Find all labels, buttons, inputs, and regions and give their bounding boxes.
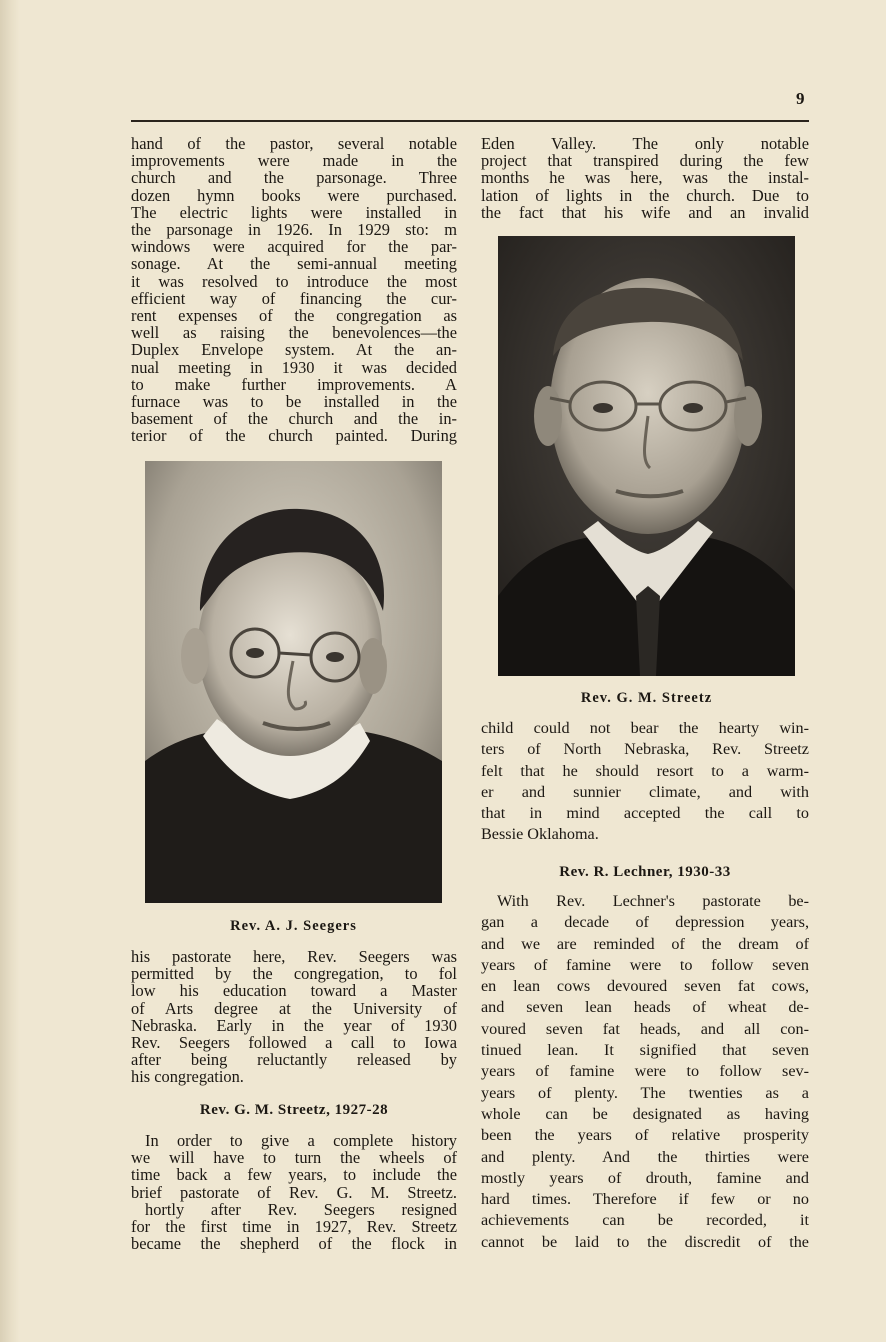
text-line: we will have to turn the wheels of <box>131 1148 457 1168</box>
text-line: felt that he should resort to a warm- <box>481 761 809 780</box>
text-line: cannot be laid to the discredit of the <box>481 1232 809 1251</box>
text-line: of Arts degree at the University of <box>131 998 457 1018</box>
streetz-portrait <box>498 236 795 676</box>
text-line: nual meeting in 1930 it was decided <box>131 357 457 377</box>
text-line: permitted by the congregation, to fol <box>131 964 457 984</box>
text-line: to make further improvements. A <box>131 374 457 394</box>
text-line: his congregation. <box>131 1067 244 1087</box>
page-number: 9 <box>796 89 805 108</box>
left-column-bottom-text <box>131 1132 457 1252</box>
seegers-portrait <box>145 461 442 903</box>
left-column-top-text <box>131 135 457 445</box>
text-line: hortly after Rev. Seegers resigned <box>145 1199 457 1219</box>
text-line: basement of the church and the in- <box>131 409 457 429</box>
text-line: church and the parsonage. Three <box>131 168 457 188</box>
text-line: Nebraska. Early in the year of 1930 <box>131 1015 457 1035</box>
text-line: tinued lean. It signified that seven <box>481 1041 809 1060</box>
portrait-photo-icon <box>498 236 795 676</box>
text-line: er and sunnier climate, and with <box>481 782 809 801</box>
section-heading-streetz: Rev. G. M. Streetz, 1927-28 <box>199 1102 389 1118</box>
portrait-photo-icon <box>145 461 442 903</box>
text-line: mostly years of drouth, famine and <box>481 1168 809 1187</box>
text-line: that in mind accepted the call to <box>481 804 809 823</box>
text-line: Bessie Oklahoma. <box>481 825 599 844</box>
text-line: The electric lights were installed in <box>131 202 457 222</box>
text-line: Duplex Envelope system. At the an- <box>131 340 457 360</box>
text-line: gan a decade of depression years, <box>481 913 809 932</box>
text-line: achievements can be recorded, it <box>481 1211 809 1230</box>
text-line: hard times. Therefore if few or no <box>481 1190 809 1209</box>
text-line: child could not bear the hearty win- <box>481 719 809 737</box>
text-line: became the shepherd of the flock in <box>131 1234 457 1254</box>
text-line: and we are reminded of the dream of <box>481 934 809 953</box>
left-column-middle-text <box>131 948 457 1086</box>
text-line: brief pastorate of Rev. G. M. Streetz. <box>131 1182 457 1202</box>
text-line: after being reluctantly released by <box>131 1050 457 1070</box>
text-line: hand of the pastor, several notable <box>131 134 457 153</box>
header-rule <box>131 120 809 122</box>
text-line: time back a few years, to include the <box>131 1165 457 1185</box>
text-line: terior of the church painted. During <box>131 426 457 446</box>
text-line: for the first time in 1927, Rev. Streetz <box>131 1217 457 1237</box>
text-line: improvements were made in the <box>131 151 457 171</box>
text-line: his pastorate here, Rev. Seegers was <box>131 947 457 966</box>
text-line: voured seven fat heads, and all con- <box>481 1019 809 1038</box>
text-line: dozen hymn books were purchased. <box>131 185 457 205</box>
section-heading-lechner: Rev. R. Lechner, 1930-33 <box>559 864 731 880</box>
text-line: efficient way of financing the cur- <box>131 288 457 308</box>
text-line: With Rev. Lechner's pastorate be- <box>497 892 809 910</box>
seegers-caption: Rev. A. J. Seegers <box>230 918 357 934</box>
text-line: well as raising the benevolences—the <box>131 323 457 343</box>
right-column-bottom-text <box>481 891 809 1253</box>
text-line: months he was here, was the instal- <box>481 168 809 188</box>
text-line: rent expenses of the congregation as <box>131 306 457 326</box>
text-line: the fact that his wife and an invalid <box>481 202 809 222</box>
text-line: low his education toward a Master <box>131 981 457 1001</box>
text-line: lation of lights in the church. Due to <box>481 185 809 205</box>
right-column-middle-text <box>481 718 809 846</box>
streetz-caption: Rev. G. M. Streetz <box>580 690 713 706</box>
text-line: sonage. At the semi-annual meeting <box>131 254 457 274</box>
right-column-top-text <box>481 135 809 221</box>
text-line: been the years of relative prosperity <box>481 1126 809 1145</box>
text-line: the parsonage in 1926. In 1929 sto: m <box>131 220 457 240</box>
text-line: years of famine were to follow sev- <box>481 1062 809 1081</box>
text-line: Eden Valley. The only notable <box>481 134 809 153</box>
text-line: furnace was to be installed in the <box>131 392 457 412</box>
text-line: and plenty. And the thirties were <box>481 1147 809 1166</box>
text-line: ters of North Nebraska, Rev. Streetz <box>481 740 809 759</box>
text-line: and seven lean heads of wheat de- <box>481 998 809 1017</box>
text-line: years of plenty. The twenties as a <box>481 1083 809 1102</box>
text-line: windows were acquired for the par- <box>131 237 457 257</box>
text-line: project that transpired during the few <box>481 151 809 171</box>
text-line: years of famine were to follow seven <box>481 955 809 974</box>
text-line: it was resolved to introduce the most <box>131 271 457 291</box>
page-edge <box>0 0 20 1342</box>
text-line: en lean cows devoured seven fat cows, <box>481 977 809 996</box>
text-line: In order to give a complete history <box>145 1131 457 1150</box>
text-line: Rev. Seegers followed a call to Iowa <box>131 1033 457 1053</box>
text-line: whole can be designated as having <box>481 1104 809 1123</box>
